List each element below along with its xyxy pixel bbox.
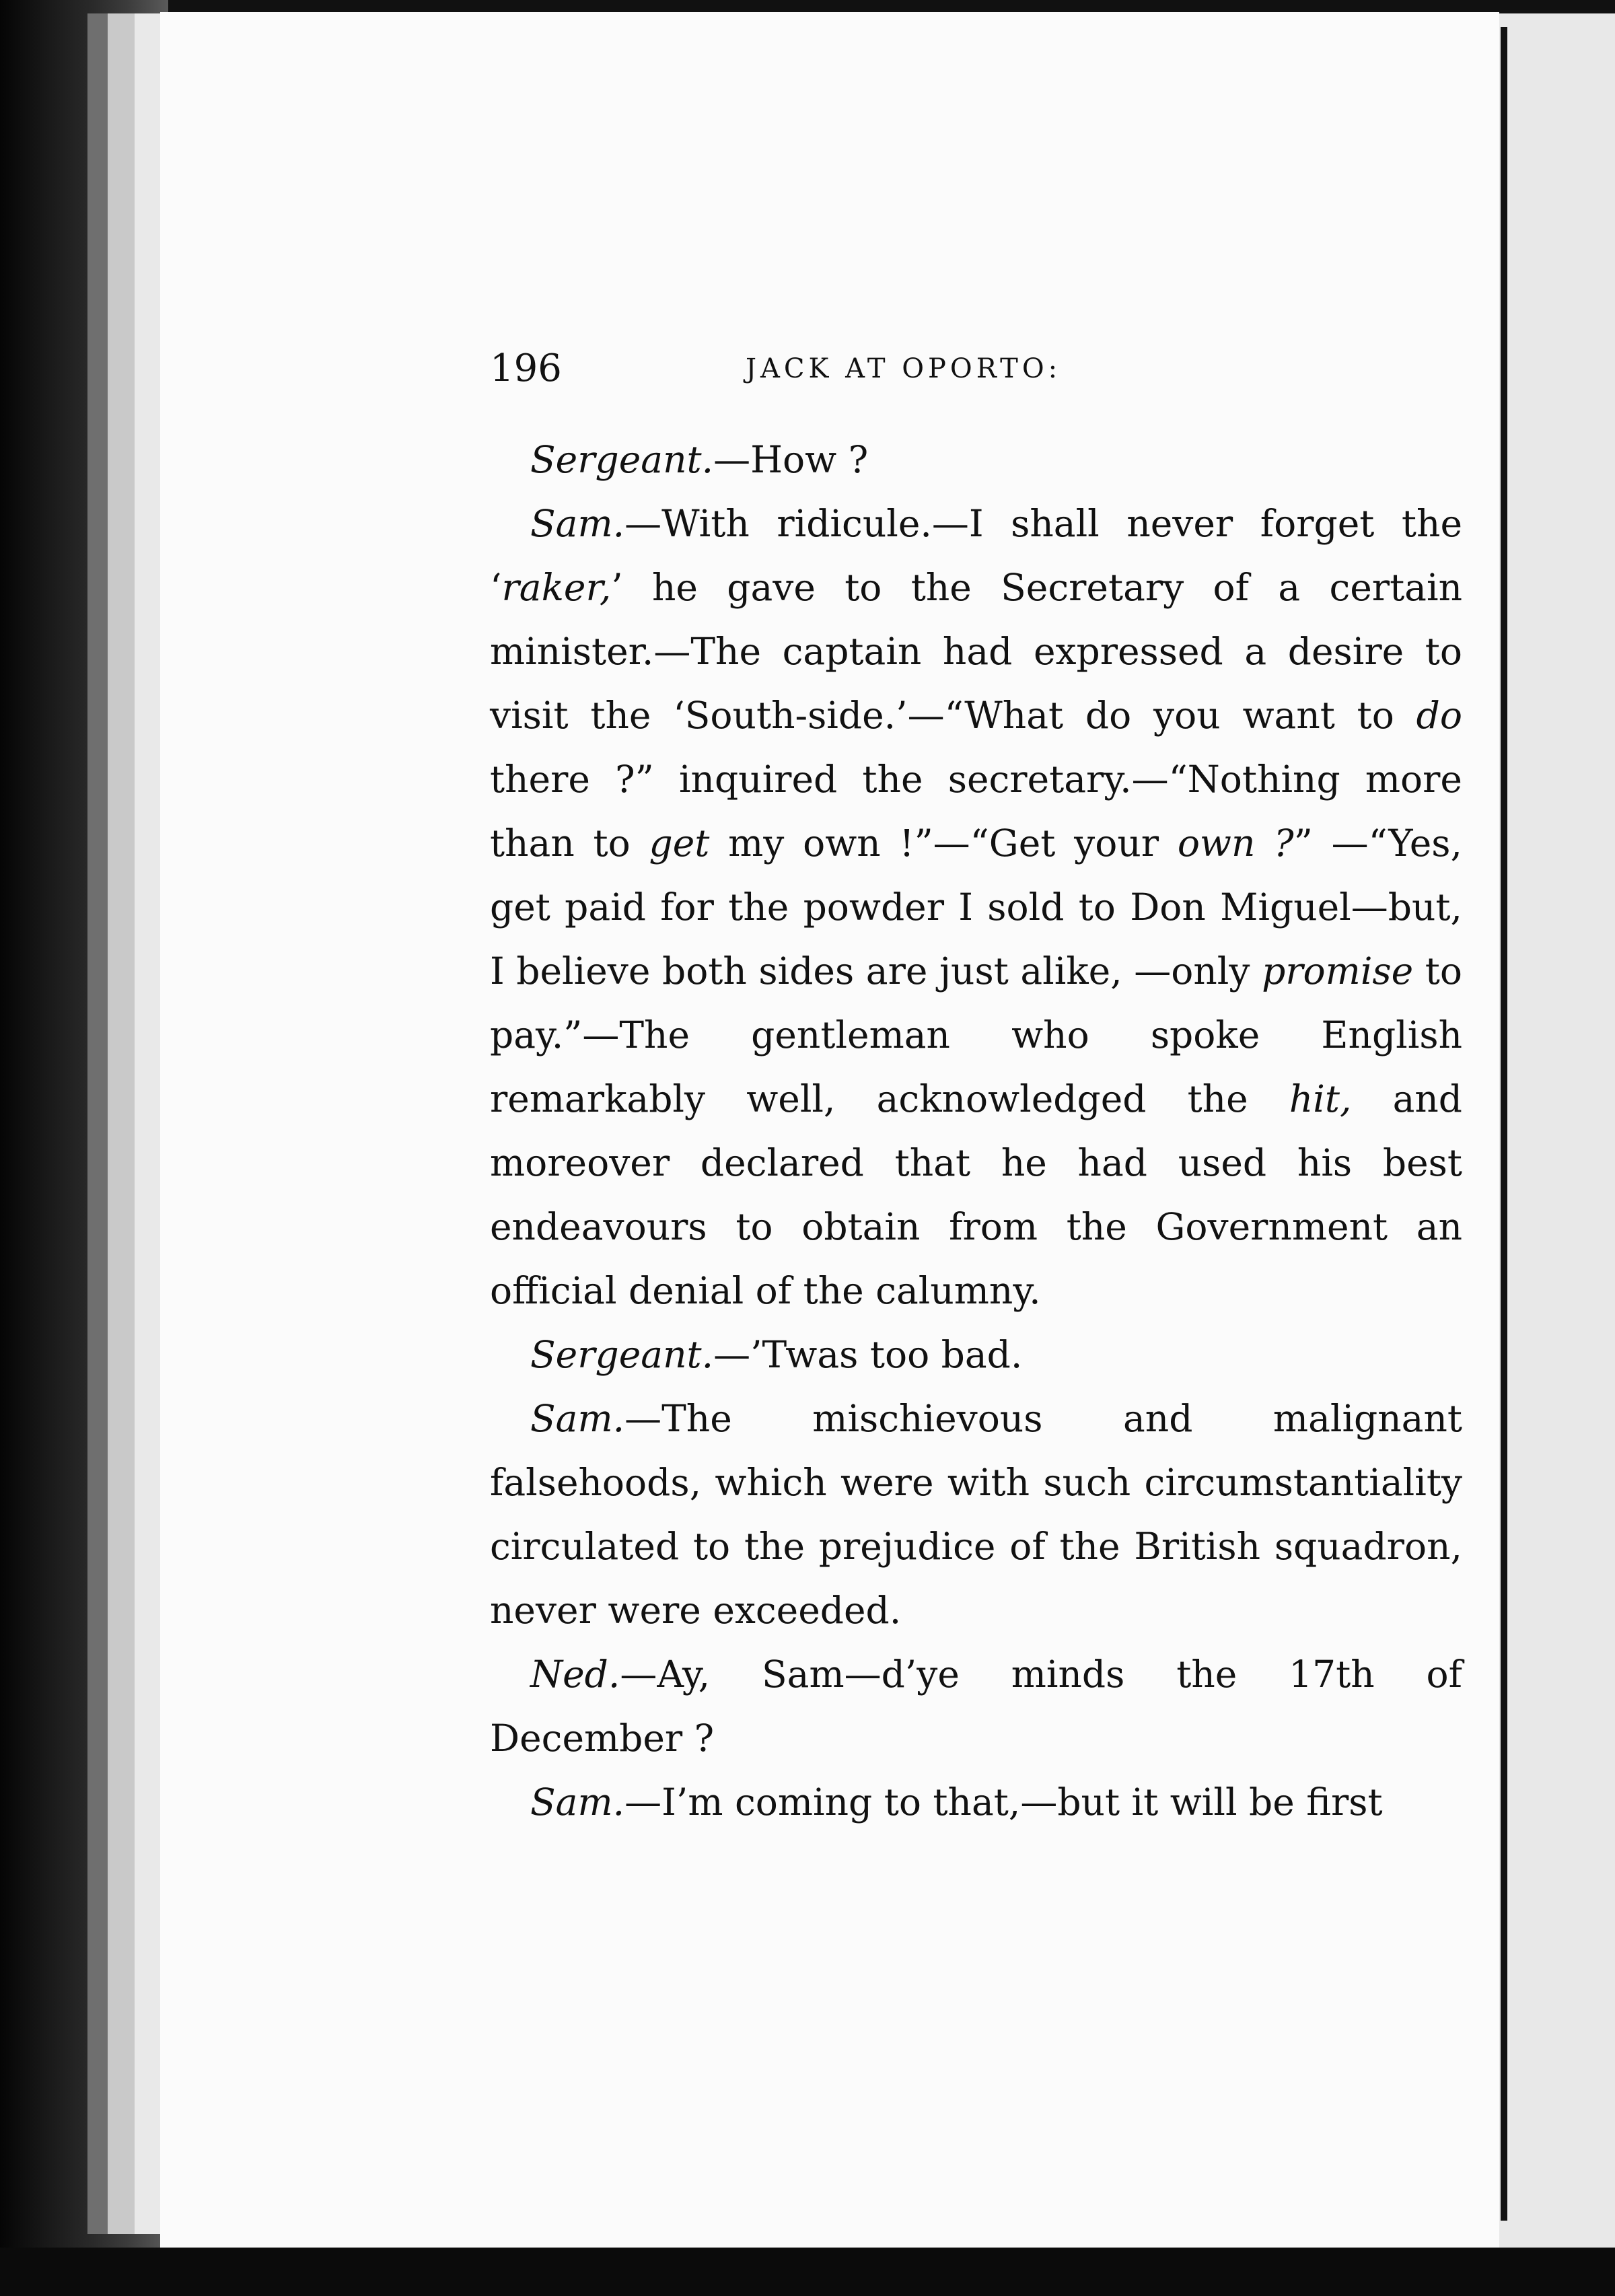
body-text — [490, 428, 1462, 1834]
text-segment: —I’m coming to that,—but it will be first — [624, 1781, 1383, 1824]
scan-bottom-border — [0, 2248, 1615, 2296]
text-segment: there ?” inquired the secretary.—“Nothing more than to — [490, 758, 1462, 865]
running-title: JACK AT OPORTO: — [746, 353, 1062, 384]
speaker-name: Sam. — [530, 502, 625, 545]
dialogue-paragraph — [490, 1387, 1462, 1643]
italic-text: get — [649, 822, 710, 865]
page-number: 196 — [490, 347, 562, 390]
italic-text: promise — [1262, 949, 1414, 993]
text-segment: ’ he gave to the Secretary of a certain minister.—The captain had expressed a desire to visit the ‘South-side.’—“What do you want to — [490, 566, 1462, 737]
italic-text: do — [1416, 694, 1462, 737]
text-segment: —’Twas too bad. — [713, 1333, 1023, 1376]
dialogue-paragraph — [490, 1323, 1462, 1387]
italic-text: hit, — [1289, 1077, 1352, 1120]
page-header — [160, 342, 1499, 396]
dialogue-paragraph — [490, 428, 1462, 492]
facing-page-edge — [1494, 13, 1615, 2254]
text-segment: ” —“Yes, get paid for the powder I sold to Don Miguel—but, I believe both sides are just alike, —only — [490, 822, 1462, 993]
speaker-name: Ned. — [530, 1653, 620, 1696]
italic-text: raker, — [501, 566, 612, 609]
text-segment: —With ridicule.—I shall never forget the ‘ — [490, 502, 1462, 609]
page-edge — [87, 13, 108, 2234]
dialogue-paragraph — [490, 492, 1462, 1323]
page-edge — [135, 13, 162, 2234]
text-segment: —The mischievous and malignant falsehoods, which were with such circumstantiality circulated to the prejudice of the British squadron, never were exceeded. — [490, 1397, 1462, 1632]
speaker-name: Sergeant. — [530, 1333, 714, 1376]
text-segment: —Ay, Sam—d’ye minds the 17th of December ? — [490, 1653, 1462, 1760]
dialogue-paragraph — [490, 1770, 1462, 1834]
italic-text: own ? — [1177, 822, 1294, 865]
facing-page-shadow — [1501, 27, 1507, 2221]
speaker-name: Sam. — [530, 1781, 625, 1824]
book-page — [160, 12, 1499, 2248]
dialogue-paragraph — [490, 1643, 1462, 1770]
text-segment: and moreover declared that he had used his best endeavours to obtain from the Government an official denial of the calumny. — [490, 1077, 1462, 1312]
page-edge — [108, 13, 135, 2234]
speaker-name: Sam. — [530, 1397, 625, 1440]
text-segment: to pay.”—The gentleman who spoke English remarkably well, acknowledged the — [490, 949, 1462, 1120]
text-segment: my own !”—“Get your — [709, 822, 1178, 865]
text-segment: —How ? — [713, 438, 869, 481]
speaker-name: Sergeant. — [530, 438, 714, 481]
